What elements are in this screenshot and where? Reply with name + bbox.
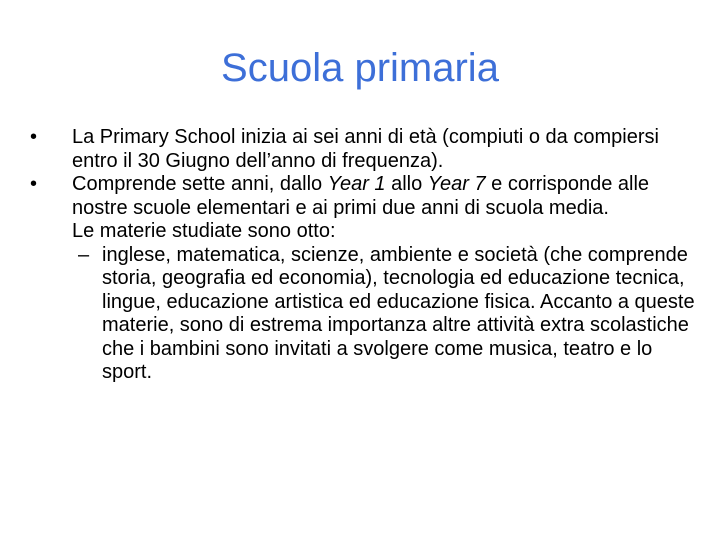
bullet-italic-text: Year 7	[427, 173, 486, 195]
bullet-italic-text: Year 1	[327, 173, 386, 195]
bullet-text-part: e corrisponde alle nostre scuole elementari e ai primi due anni di scuola media.	[72, 173, 650, 219]
sub-bullet-item	[30, 244, 700, 385]
dash-icon: –	[78, 243, 90, 266]
bullet-continuation: Le materie studiate sono otto:	[72, 220, 336, 242]
sub-bullet-text: inglese, matematica, scienze, ambiente e società (che comprende storia, geografia ed economia), tecnologia ed educazione tecnica, lingue, educazione artistica ed educazione fisica. Accanto a queste materie, sono di estrema importanza altre attività extra scolastiche che i bambini sono invitati a svolgere come musica, teatro e lo sport.	[102, 243, 695, 383]
slide-body	[30, 126, 700, 385]
bullet-item	[30, 126, 700, 173]
bullet-text: La Primary School inizia ai sei anni di età (compiuti o da compiersi entro il 30 Giugno dell’anno di frequenza).	[72, 126, 659, 172]
bullet-text-part: Comprende sette anni, dallo	[72, 173, 328, 195]
bullet-item	[30, 173, 700, 220]
bullet-icon: •	[30, 126, 38, 148]
slide-title: Scuola primaria	[221, 46, 499, 90]
bullet-icon: •	[30, 173, 38, 195]
bullet-text-part: allo	[385, 173, 428, 195]
